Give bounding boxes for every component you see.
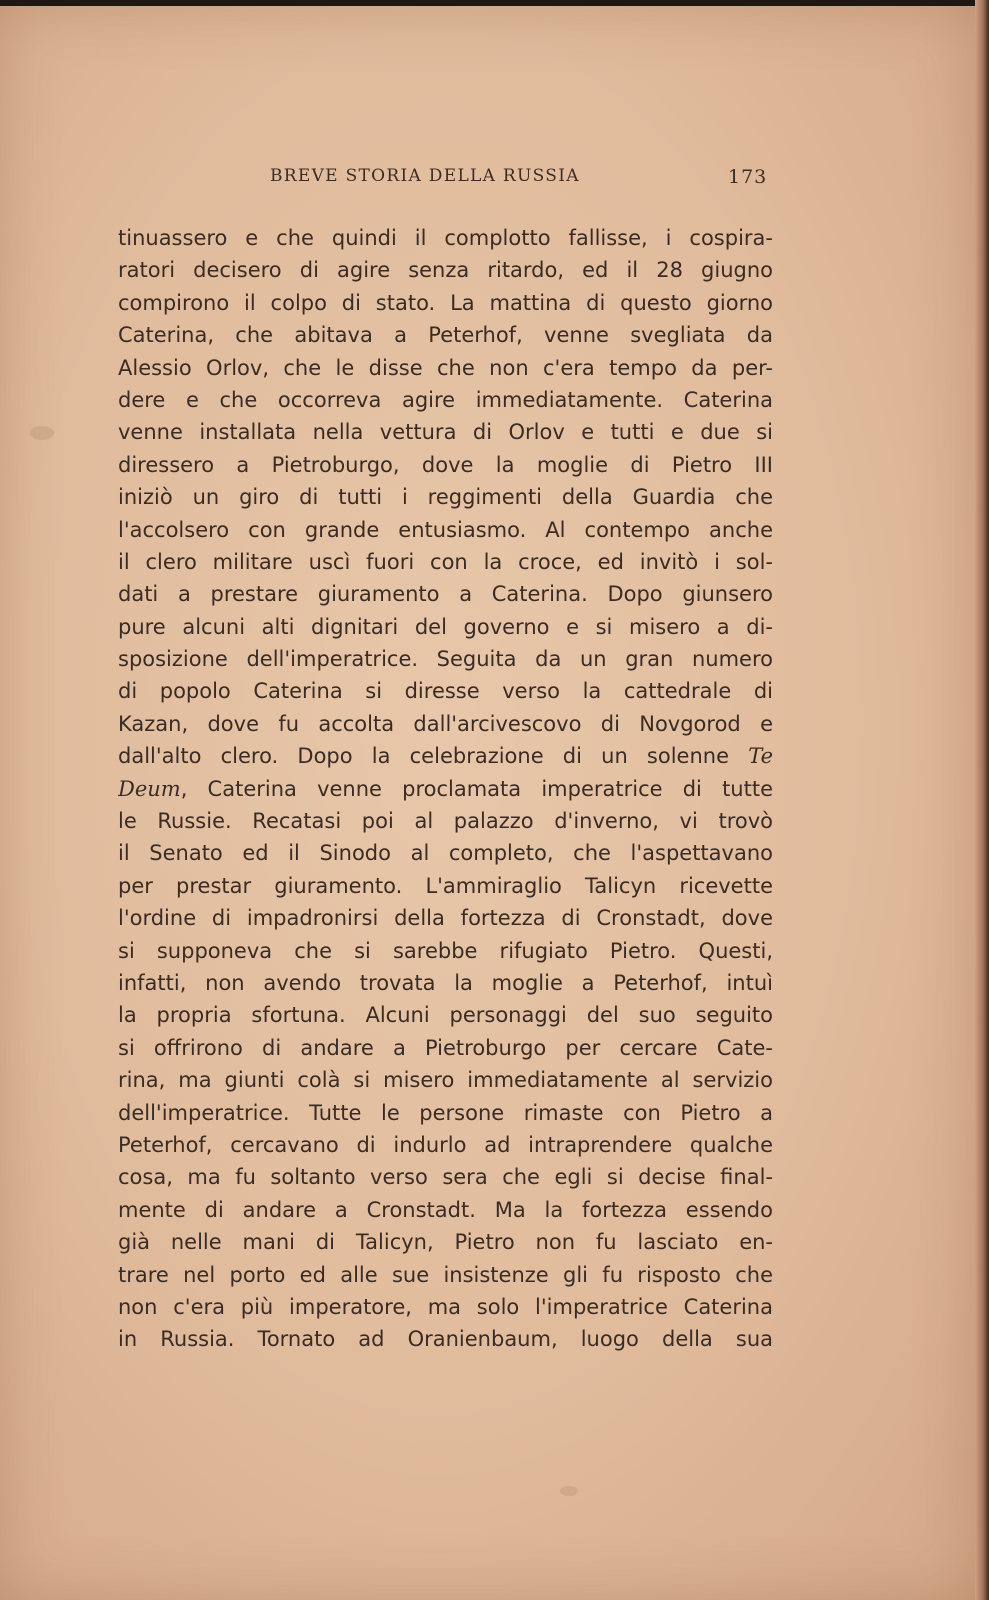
text-line: per prestar giuramento. L'ammiraglio Talicyn ricevette xyxy=(118,873,773,898)
text-line: il Senato ed il Sinodo al completo, che l'aspettavano xyxy=(118,841,773,866)
running-title: BREVE STORIA DELLA RUSSIA xyxy=(270,166,580,186)
text-line: l'accolsero con grande entusiasmo. Al contempo anche xyxy=(118,517,773,542)
text-line: dere e che occorreva agire immediatamente. Caterina xyxy=(118,387,773,412)
latin-phrase: Deum xyxy=(118,776,181,801)
page-number: 173 xyxy=(728,166,768,188)
text-line: pure alcuni alti dignitari del governo e si misero a di- xyxy=(118,614,773,639)
text-line: Deum, Caterina venne proclamata imperatrice di tutte xyxy=(118,776,773,801)
text-line: in Russia. Tornato ad Oranienbaum, luogo della sua xyxy=(118,1327,773,1352)
text-line: Alessio Orlov, che le disse che non c'era tempo da per- xyxy=(118,355,773,380)
text-line: dell'imperatrice. Tutte le persone rimaste con Pietro a xyxy=(118,1100,773,1125)
text-line: si offrirono di andare a Pietroburgo per cercare Cate- xyxy=(118,1035,773,1060)
text-line: la propria sfortuna. Alcuni personaggi del suo seguito xyxy=(118,1003,773,1028)
text-line: le Russie. Recatasi poi al palazzo d'inverno, vi trovò xyxy=(118,809,773,834)
body-text xyxy=(118,222,773,1356)
text-line: Kazan, dove fu accolta dall'arcivescovo di Novgorod e xyxy=(118,711,773,736)
text-line: già nelle mani di Talicyn, Pietro non fu lasciato en- xyxy=(118,1230,773,1255)
text-line: il clero militare uscì fuori con la croce, ed invitò i sol- xyxy=(118,549,773,574)
text-line: l'ordine di impadronirsi della fortezza di Cronstadt, dove xyxy=(118,906,773,931)
text-line: cosa, ma fu soltanto verso sera che egli si decise final- xyxy=(118,1165,773,1190)
text-line: dati a prestare giuramento a Caterina. Dopo giunsero xyxy=(118,582,773,607)
paper-stain xyxy=(560,1486,578,1496)
paper-stain xyxy=(30,426,54,440)
text-line: compirono il colpo di stato. La mattina di questo giorno xyxy=(118,290,773,315)
text-line: diressero a Pietroburgo, dove la moglie di Pietro III xyxy=(118,452,773,477)
text-line: dall'alto clero. Dopo la celebrazione di un solenne Te xyxy=(118,744,773,769)
text-line: sposizione dell'imperatrice. Seguita da un gran numero xyxy=(118,647,773,672)
text-line: rina, ma giunti colà si misero immediatamente al servizio xyxy=(118,1068,773,1093)
text-line: venne installata nella vettura di Orlov e tutti e due si xyxy=(118,420,773,445)
text-line: si supponeva che si sarebbe rifugiato Pietro. Questi, xyxy=(118,938,773,963)
text-line: tinuassero e che quindi il complotto fallisse, i cospira- xyxy=(118,226,773,250)
text-line: ratori decisero di agire senza ritardo, ed il 28 giugno xyxy=(118,258,773,283)
text-line: iniziò un giro di tutti i reggimenti della Guardia che xyxy=(118,485,773,510)
text-line: non c'era più imperatore, ma solo l'imperatrice Caterina xyxy=(118,1294,773,1319)
latin-phrase: Te xyxy=(748,744,773,769)
text-line: Caterina, che abitava a Peterhof, venne svegliata da xyxy=(118,323,773,348)
text-line: infatti, non avendo trovata la moglie a Peterhof, intuì xyxy=(118,970,773,995)
text-line: Peterhof, cercavano di indurlo ad intraprendere qualche xyxy=(118,1132,773,1157)
text-line: di popolo Caterina si diresse verso la cattedrale di xyxy=(118,679,773,704)
text-line: mente di andare a Cronstadt. Ma la fortezza essendo xyxy=(118,1197,773,1222)
text-line: trare nel porto ed alle sue insistenze gli fu risposto che xyxy=(118,1262,773,1287)
page-header xyxy=(0,166,989,196)
page-edge-shadow xyxy=(975,0,989,1600)
